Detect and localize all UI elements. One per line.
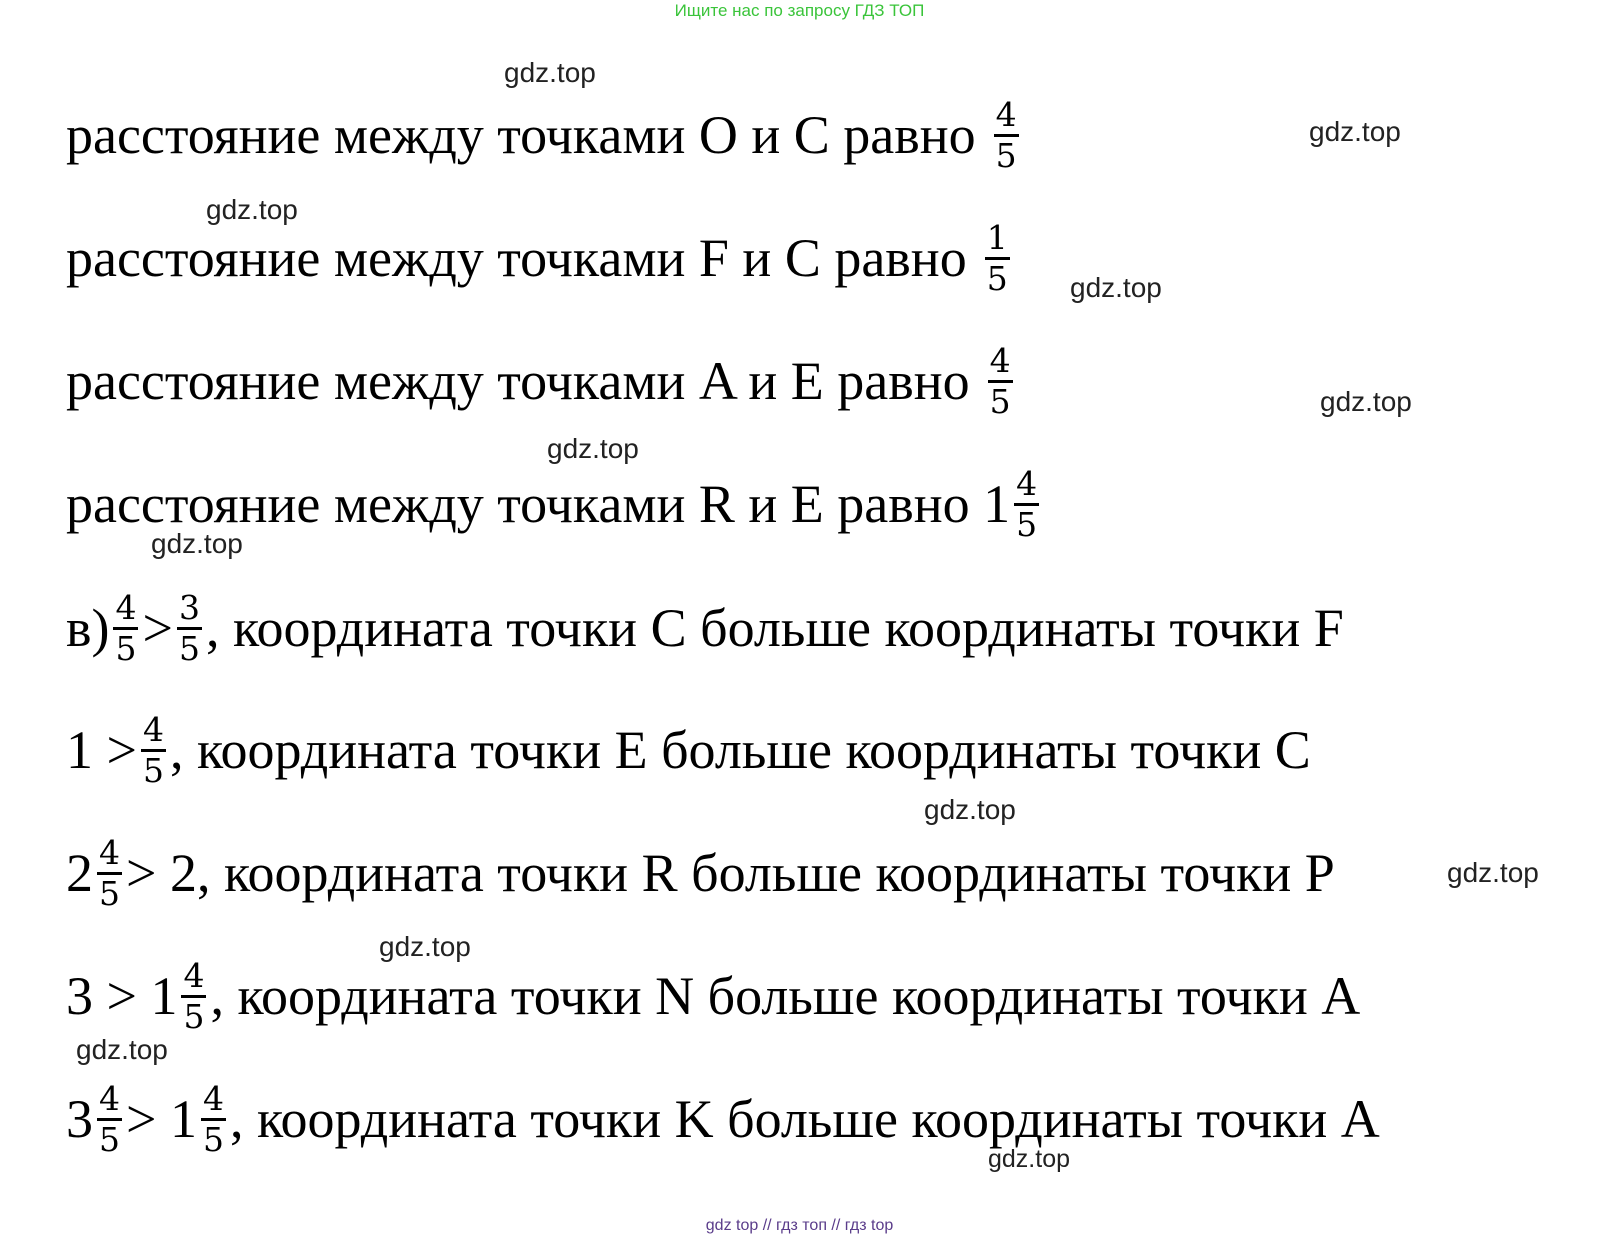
watermark: gdz.top [151,528,243,559]
footer-links: gdz top // гдз топ // гдз top [705,1217,894,1234]
line-text: , координата точки K больше координаты точки A [229,1089,1380,1149]
fraction-numerator: 4 [142,709,164,749]
fraction-denominator: 5 [142,750,164,790]
compare-line-n-a [66,946,1360,1046]
fraction-numerator: 4 [1016,463,1038,503]
distance-line-a-e [66,331,1017,431]
fraction-denominator: 5 [183,996,205,1036]
fraction-denominator: 5 [1016,504,1038,544]
watermark: gdz.top [206,194,298,225]
search-banner: Ищите нас по запросу ГДЗ ТОП [674,1,925,20]
fraction-numerator: 4 [183,955,205,995]
fraction-denominator: 5 [202,1119,224,1159]
line-text: , координата точки C больше координаты точки F [205,598,1344,658]
watermark: gdz.top [504,57,596,88]
line-text: расстояние между точками A и E равно [66,351,970,411]
compare-line-k-a [66,1069,1380,1169]
fraction [141,711,166,790]
line-text: расстояние между точками O и C равно [66,105,976,165]
fraction-denominator: 5 [995,135,1017,175]
fraction [181,957,206,1036]
fraction-numerator: 4 [115,587,137,627]
watermark: gdz.top [547,433,639,464]
fraction [97,1080,122,1159]
compare-line-e-c [66,700,1311,800]
fraction-numerator: 1 [986,217,1008,257]
line-label: 3 > 1 [66,966,178,1026]
line-text: , координата точки E больше координаты точки C [169,720,1311,780]
fraction [994,96,1019,175]
fraction [988,342,1013,421]
comparison-sign: > [142,598,173,658]
distance-line-o-c [66,85,1023,185]
fraction [113,589,138,668]
line-label: в) [66,598,110,658]
fraction-numerator: 4 [202,1078,224,1118]
watermark: gdz.top [1309,116,1401,147]
fraction-numerator: 4 [995,94,1017,134]
watermark: gdz.top [988,1145,1071,1173]
line-text: расстояние между точками F и C равно [66,228,967,288]
line-label: 2 [66,843,93,903]
fraction-denominator: 5 [989,381,1011,421]
watermark: gdz.top [1320,386,1412,417]
fraction-denominator: 5 [99,1119,120,1159]
comparison-sign: > 1 [126,1089,197,1149]
watermark: gdz.top [1447,857,1539,888]
watermark: gdz.top [379,931,471,962]
fraction-denominator: 5 [986,258,1008,298]
fraction [1014,465,1039,544]
fraction-numerator: 3 [178,587,200,627]
line-text: > 2, координата точки R больше координаты точки P [126,843,1335,903]
watermark: gdz.top [76,1034,168,1065]
fraction-denominator: 5 [99,873,120,913]
compare-line-r-p [66,823,1335,923]
fraction-denominator: 5 [178,628,200,668]
fraction-numerator: 4 [99,832,120,872]
fraction [97,834,122,913]
line-label: 3 [66,1089,93,1149]
fraction-numerator: 4 [99,1078,120,1118]
line-text: расстояние между точками R и E равно 1 [66,474,1011,534]
line-label: 1 > [66,720,137,780]
watermark: gdz.top [924,794,1016,825]
compare-line-c-f [66,578,1344,678]
watermark: gdz.top [1070,272,1162,303]
fraction-numerator: 4 [989,340,1011,380]
fraction [985,219,1010,298]
fraction-denominator: 5 [115,628,137,668]
fraction [177,589,202,668]
line-text: , координата точки N больше координаты точки A [210,966,1361,1026]
fraction [201,1080,226,1159]
